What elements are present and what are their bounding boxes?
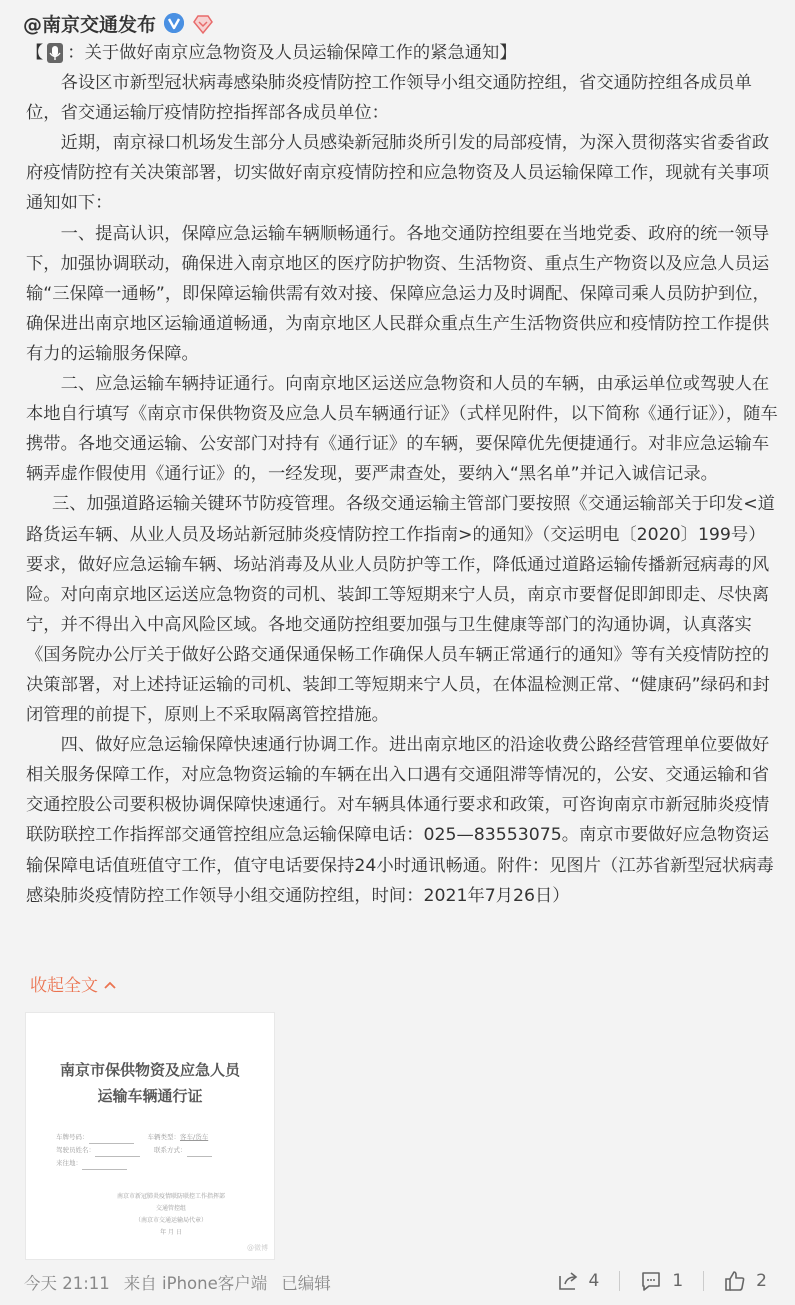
title-text: ：关于做好南京应急物资及人员运输保障工作的紧急通知】	[67, 43, 517, 63]
item4-paragraph: 四、做好应急运输保障快速通行协调工作。进出南京地区的沿途收费公路经营管理单位要做好相关服务保障工作，对应急物资运输的车辆在出入口遇有交通阻滞等情况的，公安、交通运输和省交通控股公司要积极协调保障快速通行。对车辆具体通行要求和政策，可咨询南京市新冠肺炎疫情联防联控工作指挥部交通管控组应急运输保障电话：025—83553075。南京市要做好应急物资运输保障电话值班值守工作，值守电话要保持24小时通讯畅通。附件：见图片（江苏省新型冠状病毒感染肺炎疫情防控工作领导小组交通防控组，时间：2021年7月26日）	[26, 735, 774, 906]
post-time: 今天 21:11	[24, 1274, 110, 1293]
post-title	[26, 38, 778, 68]
issuer-date: 年 月 日	[160, 1229, 182, 1236]
microphone-icon	[45, 41, 65, 65]
comment-count: 1	[672, 1271, 684, 1291]
field-plate-label: 车牌号码：	[56, 1133, 89, 1141]
pass-form-fields	[56, 1131, 256, 1170]
post-actions	[549, 1270, 775, 1292]
share-button[interactable]	[549, 1270, 608, 1292]
item2-paragraph: 二、应急运输车辆持证通行。向南京地区运送应急物资和人员的车辆，由承运单位或驾驶人在本地自行填写《南京市保供物资及应急人员车辆通行证》（式样见附件，以下简称《通行证》），随车携带。各地交通运输、公安部门对持有《通行证》的车辆，要保障优先便捷通行。对非应急运输车辆弄虚作假使用《通行证》的，一经发现，要严肃查处，要纳入“黑名单”并记入诚信记录。	[26, 374, 778, 485]
share-icon	[557, 1270, 579, 1292]
item1-paragraph: 一、提高认识，保障应急运输车辆顺畅通行。各地交通防控组要在当地党委、政府的统一领导下，加强协调联动，确保进入南京地区的医疗防护物资、生活物资、重点生产物资以及应急人员运输“三保障一通畅”，即保障运输供需有效对接、保障应急运力及时调配、保障司乘人员防护到位，确保进出南京地区运输通道畅通，为南京地区人民群众重点生产生活物资供应和疫情防控工作提供有力的运输服务保障。	[26, 223, 770, 364]
item3-paragraph: 三、加强道路运输关键环节防疫管理。各级交通运输主管部门要按照《交通运输部关于印发<道路货运车辆、从业人员及场站新冠肺炎疫情防控工作指南>的通知》（交运明电〔2020〕199号）要求，做好应急运输车辆、场站消毒及从业人员防护等工作，降低通过道路运输传播新冠病毒的风险。对向南京地区运送应急物资的司机、装卸工等短期来宁人员，南京市要督促即卸即走、尽快离宁，并不得出入中高风险区域。各地交通防控组要加强与卫生健康等部门的沟通协调，认真落实《国务院办公厅关于做好公路交通保通保畅工作确保人员车辆正常通行的通知》等有关疫情防控的决策部署，对上述持证运输的司机、装卸工等短期来宁人员，在体温检测正常、“健康码”绿码和封闭管理的前提下，原则上不采取隔离管控措施。	[26, 494, 775, 726]
thumbs-up-icon	[724, 1270, 746, 1292]
comment-button[interactable]	[632, 1270, 691, 1292]
edited-label[interactable]: 已编辑	[281, 1274, 331, 1293]
post-body	[26, 38, 778, 911]
comment-icon	[640, 1270, 662, 1292]
field-driver-label: 驾驶员姓名：	[56, 1146, 95, 1154]
pass-issuer-block	[96, 1191, 246, 1239]
member-badge-icon[interactable]	[192, 13, 212, 33]
pass-title-line2: 运输车辆通行证	[97, 1087, 203, 1105]
intro-paragraph: 近期，南京禄口机场发生部分人员感染新冠肺炎所引发的局部疫情，为深入贯彻落实省委省政府疫情防控有关决策部署，切实做好南京疫情防控和应急物资及人员运输保障工作，现就有关事项通知如下：	[26, 133, 770, 214]
issuer-line2: 交通管控组	[155, 1205, 186, 1212]
field-contact-label: 联系方式：	[154, 1146, 187, 1154]
share-count: 4	[588, 1271, 600, 1291]
post-source: 来自 iPhone客户端	[123, 1274, 268, 1293]
addressee-paragraph: 各设区市新型冠状病毒感染肺炎疫情防控工作领导小组交通防控组，省交通防控组各成员单位，省交通运输厅疫情防控指挥部各成员单位：	[26, 73, 752, 124]
chevron-up-icon	[104, 974, 116, 994]
like-button[interactable]	[716, 1270, 775, 1292]
field-type-value: 客车/货车	[180, 1133, 209, 1141]
title-prefix: 【	[26, 43, 44, 63]
issuer-line1: 南京市新冠肺炎疫情联防联控工作指挥部	[116, 1193, 225, 1200]
pass-document-title	[26, 1057, 274, 1109]
attached-image-thumbnail[interactable]	[25, 1012, 275, 1260]
field-type-label: 车辆类型：	[147, 1133, 180, 1141]
pass-title-line1: 南京市保供物资及应急人员	[59, 1061, 240, 1079]
like-count: 2	[756, 1271, 767, 1291]
collapse-label: 收起全文	[30, 976, 98, 996]
action-divider	[619, 1271, 620, 1291]
post-header	[23, 6, 212, 40]
issuer-line3: （南京市交通运输局代章）	[134, 1217, 207, 1224]
collapse-full-text-link[interactable]	[30, 971, 116, 996]
verified-v-icon	[164, 13, 184, 33]
weibo-watermark: @微博	[247, 1244, 268, 1252]
user-name-link[interactable]: @南京交通发布	[23, 13, 157, 36]
field-origin-label: 来往地：	[56, 1159, 82, 1167]
post-meta	[24, 1270, 331, 1294]
action-divider	[703, 1271, 704, 1291]
